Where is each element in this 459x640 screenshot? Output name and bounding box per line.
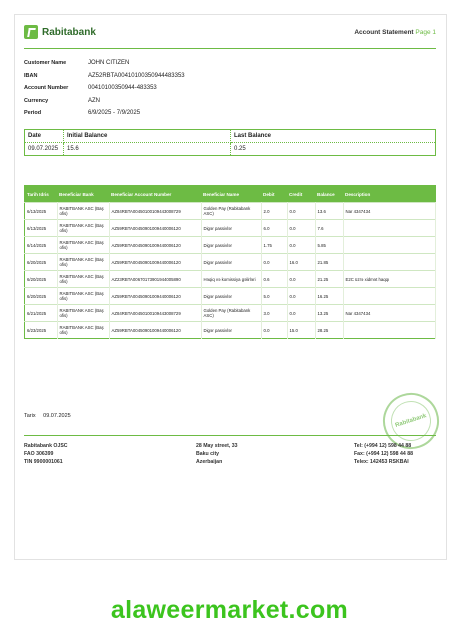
date-label: Tarix [24,413,36,419]
table-cell: RABITBANK ASC (Baş ofis) [57,271,109,288]
table-cell: 0.0 [287,305,315,322]
table-cell: 1.75 [261,237,287,254]
info-label: Period [24,110,42,117]
column-header: Beneficiar Bank [57,186,109,203]
footer-line: TIN 9900001061 [24,459,63,465]
table-cell: 13.6 [315,203,343,220]
footer-line: Baku city [196,451,220,457]
info-row [24,70,185,83]
column-header: Tarih Idris [25,186,58,203]
table-cell: RABITBANK ASC (Baş ofis) [57,237,109,254]
info-value: AZN [88,97,100,104]
table-cell: 0.0 [287,237,315,254]
signature-date [24,413,71,419]
balance-header-row [25,130,436,143]
stamp-text: Rabitabank [394,413,428,429]
table-row [25,237,436,254]
table-cell [343,322,436,339]
table-cell: Nar 4347434 [343,203,436,220]
table-cell: Digər passivlər [201,220,261,237]
initial-balance: 15.6 [64,143,231,156]
footer-contacts [354,442,413,466]
table-cell [343,220,436,237]
table-cell [343,237,436,254]
table-cell: Digər passivlər [201,288,261,305]
column-header: Beneficiar Name [201,186,261,203]
table-cell: 15.0 [287,322,315,339]
bank-logo-icon [24,25,38,39]
bank-logo [24,25,96,39]
table-cell: Həqiq və komissiya gəlirləri [201,271,261,288]
statement-title: Account Statement [354,29,414,36]
info-label: Customer Name [24,60,67,67]
table-row [25,288,436,305]
table-cell: 6/20/2025 [25,271,58,288]
table-cell: AZ59RBTA00450901009440006120 [109,237,201,254]
info-label: IBAN [24,72,38,79]
table-cell: AZ59RBTA00450901009440006120 [109,254,201,271]
column-header: Credit [287,186,315,203]
info-row [24,82,185,95]
table-cell: 6/21/2025 [25,305,58,322]
table-cell: RABITBANK ASC (Baş ofis) [57,203,109,220]
table-cell: AZ59RBTA00450901009440006120 [109,322,201,339]
table-row [25,271,436,288]
table-cell: AZ84RBTA00450100109443008729 [109,305,201,322]
table-cell: 21.25 [315,271,343,288]
balance-table [24,129,436,156]
footer-address [196,442,238,466]
table-cell: RABITBANK ASC (Baş ofis) [57,288,109,305]
balance-header: Initial Balance [64,130,231,143]
statement-page [14,14,447,560]
table-cell: AZ59RBTA00450901009440006120 [109,220,201,237]
table-cell: Golden Pay (Rabitabank ASC) [201,203,261,220]
table-cell: 0.0 [261,254,287,271]
footer-company [24,442,68,466]
info-label: Account Number [24,85,69,92]
table-cell: 0.0 [287,288,315,305]
info-value: JOHN CITIZEN [88,60,130,67]
table-cell: 21.85 [315,254,343,271]
table-cell: E2C üzrə xidmət haqqı [343,271,436,288]
table-cell: 6/13/2025 [25,203,58,220]
table-cell: 13.25 [315,305,343,322]
table-cell: Digər passivlər [201,254,261,271]
column-header: Balance [315,186,343,203]
date-value: 09.07.2025 [43,413,71,419]
footer-line: Telex: 142453 RSKBAI [354,459,409,465]
table-cell [343,254,436,271]
table-cell: 0.0 [261,322,287,339]
table-cell: Digər passivlər [201,237,261,254]
footer-line: Azerbaijan [196,459,223,465]
footer-line: 28 May street, 33 [196,443,238,449]
table-cell: Digər passivlər [201,322,261,339]
info-value: 6/9/2025 - 7/9/2025 [88,110,141,117]
info-row [24,107,185,120]
info-value: AZ52RBTA00410100350944483353 [88,72,185,79]
transactions-body [25,203,436,339]
info-value: 00410100350944-483353 [88,85,157,92]
column-header: Description [343,186,436,203]
page-number: Page 1 [415,29,436,36]
table-row [25,203,436,220]
table-row [25,254,436,271]
footer-line: FAO 306399 [24,451,54,457]
table-cell: 6/23/2025 [25,322,58,339]
footer-line: Fax: (+994 12) 598 44 88 [354,451,413,457]
table-row [25,220,436,237]
table-cell: 6/20/2025 [25,254,58,271]
site-watermark: alaweermarket.com [110,596,349,624]
info-label: Currency [24,97,49,104]
last-balance: 0.25 [231,143,436,156]
info-row [24,95,185,108]
table-cell: 6/13/2025 [25,220,58,237]
table-cell: 0.6 [261,271,287,288]
table-cell: RABITBANK ASC (Baş ofis) [57,305,109,322]
table-cell: 0.0 [287,220,315,237]
table-cell: 7.6 [315,220,343,237]
bank-logo-text: Rabitabank [42,26,96,38]
table-cell: 5.85 [315,237,343,254]
column-header: Debit [261,186,287,203]
table-cell: 6/20/2025 [25,288,58,305]
table-row [25,322,436,339]
balance-date: 09.07.2025 [25,143,64,156]
table-cell: 6/14/2025 [25,237,58,254]
page-header [24,23,436,45]
table-cell: AZ59RBTA00450901009440006120 [109,288,201,305]
stamp-inner-ring [386,396,436,446]
table-cell: 0.0 [287,271,315,288]
table-cell [343,288,436,305]
table-cell: 16.0 [287,254,315,271]
balance-header: Date [25,130,64,143]
table-cell: 5.0 [261,288,287,305]
table-cell: RABITBANK ASC (Baş ofis) [57,254,109,271]
table-cell: AZ84RBTA00450100109443008729 [109,203,201,220]
table-cell: RABITBANK ASC (Baş ofis) [57,322,109,339]
column-header: Beneficiar Account Number [109,186,201,203]
info-row [24,57,185,70]
header-divider [24,48,436,49]
table-cell: 3.0 [261,305,287,322]
footer-line: Tel: (+994 12) 598 44 88 [354,443,412,449]
transactions-table [24,185,436,339]
document-title [354,29,436,36]
footer-line: Rabitabank OJSC [24,443,68,449]
account-info [24,57,185,120]
table-cell: 2.0 [261,203,287,220]
table-cell: 16.25 [315,288,343,305]
balance-value-row [25,143,436,156]
table-row [25,305,436,322]
footer-divider [24,435,436,436]
balance-header: Last Balance [231,130,436,143]
table-cell: 6.0 [261,220,287,237]
table-cell: RABITBANK ASC (Baş ofis) [57,220,109,237]
table-cell: Nar 4347434 [343,305,436,322]
table-cell: Golden Pay (Rabitabank ASC) [201,305,261,322]
table-cell: AZ23RBTA00670173901944005890 [109,271,201,288]
table-cell: 0.0 [287,203,315,220]
table-cell: 28.25 [315,322,343,339]
transactions-header-row [25,186,436,203]
